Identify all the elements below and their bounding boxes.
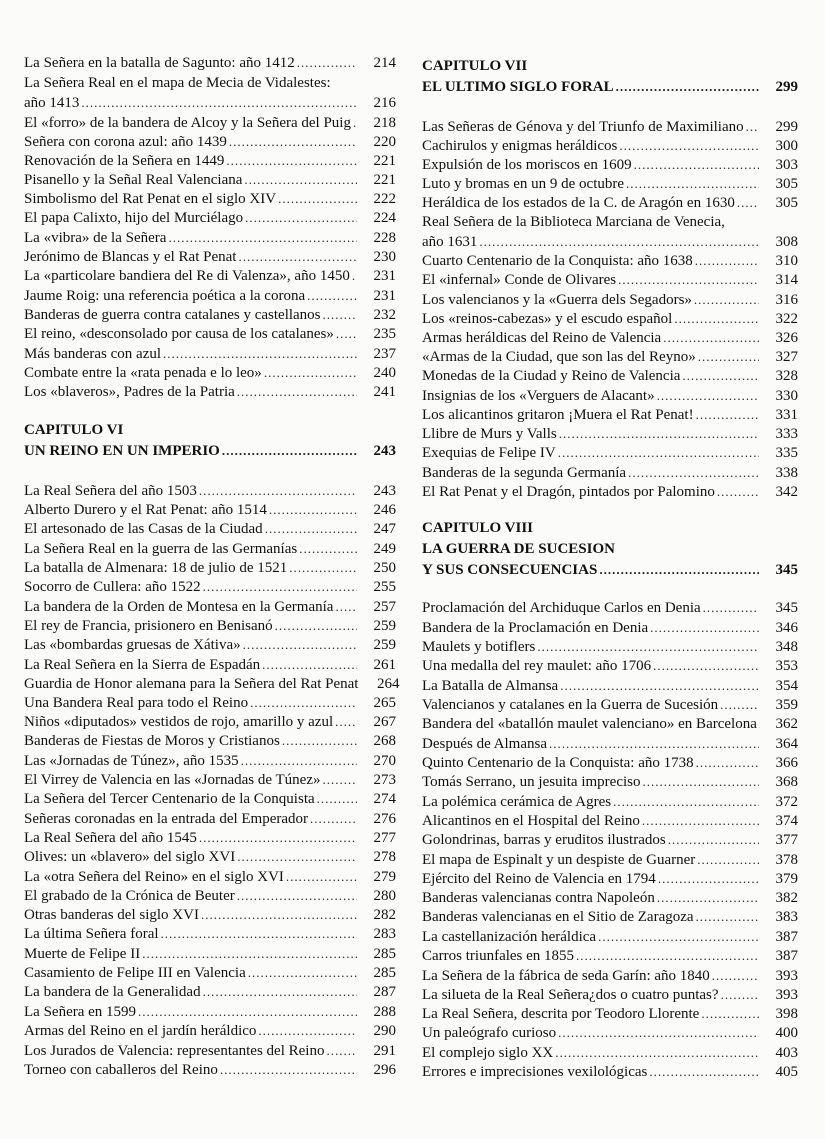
toc-entry: El «forro» de la bandera de Alcoy y la Señera del Puig ..... 218 bbox=[24, 113, 396, 133]
toc-entry: La «particolare bandiera del Re di Valenza», año 1450 ..... 231 bbox=[24, 266, 396, 286]
toc-entry: El Rat Penat y el Dragón, pintados por Palomino ..... 342 bbox=[422, 482, 798, 502]
chapter-title: LA GUERRA DE SUCESION bbox=[422, 541, 615, 557]
toc-entry: La «otra Señera del Reino» en el siglo XVI ..... 279 bbox=[24, 867, 396, 887]
toc-entry: La Señera del Tercer Centenario de la Conquista ..... 274 bbox=[24, 789, 396, 809]
toc-entry: Alicantinos en el Hospital del Reino ..... 374 bbox=[422, 811, 798, 831]
toc-entry: La Señera Real en el mapa de Mecia de Vidalestes: bbox=[24, 75, 331, 91]
toc-entry: Niños «diputados» vestidos de rojo, amarillo y azul ..... 267 bbox=[24, 712, 396, 732]
toc-entry: Casamiento de Felipe III en Valencia ..... 285 bbox=[24, 963, 396, 983]
toc-entry: La batalla de Almenara: 18 de julio de 1521 ..... 250 bbox=[24, 558, 396, 578]
toc-entry: El papa Calixto, hijo del Murciélago ..... 224 bbox=[24, 208, 396, 228]
toc-entry: Las «Jornadas de Túnez», año 1535 ..... 270 bbox=[24, 751, 396, 771]
toc-entry: Banderas de guerra contra catalanes y castellanos ..... 232 bbox=[24, 305, 396, 325]
toc-entry: año 1631 ..... 308 bbox=[422, 232, 798, 252]
toc-entry: Más banderas con azul ..... 237 bbox=[24, 344, 396, 364]
toc-entry: Banderas de la segunda Germanía ..... 338 bbox=[422, 463, 798, 483]
toc-entry: Los «reinos-cabezas» y el escudo español ..... 322 bbox=[422, 309, 798, 329]
toc-entry: Errores e imprecisiones vexilológicas ..... 405 bbox=[422, 1062, 798, 1082]
toc-entry: Armas del Reino en el jardín heráldico ..... 290 bbox=[24, 1021, 396, 1041]
toc-entry: La bandera de la Orden de Montesa en la Germanía ..... 257 bbox=[24, 597, 396, 617]
toc-entry: Exequias de Felipe IV ..... 335 bbox=[422, 443, 798, 463]
toc-entry: Insignias de los «Verguers de Alacant» ..... 330 bbox=[422, 386, 798, 406]
toc-entry: Bandera del «batallón maulet valenciano» en Barcelona ..... 362 bbox=[422, 714, 798, 734]
toc-entry: Cuarto Centenario de la Conquista: año 1638 ..... 310 bbox=[422, 251, 798, 271]
toc-entry: La Batalla de Almansa ..... 354 bbox=[422, 676, 798, 696]
toc-entry: Luto y bromas en un 9 de octubre ..... 305 bbox=[422, 174, 798, 194]
toc-entry: El reino, «desconsolado por causa de los catalanes» ..... 235 bbox=[24, 324, 396, 344]
toc-entry: Muerte de Felipe II ..... 285 bbox=[24, 944, 396, 964]
toc-entry: Llibre de Murs y Valls ..... 333 bbox=[422, 424, 798, 444]
toc-entry: Cachirulos y enigmas heráldicos ..... 300 bbox=[422, 136, 798, 156]
toc-entry: Los Jurados de Valencia: representantes del Reino ..... 291 bbox=[24, 1041, 396, 1061]
chapter-title: EL ULTIMO SIGLO FORAL ..... 299 bbox=[422, 77, 798, 97]
toc-entry: año 1413 ..... 216 bbox=[24, 93, 396, 113]
toc-entry: Banderas de Fiestas de Moros y Cristianos ..... 268 bbox=[24, 731, 396, 751]
toc-entry: La Señera en 1599 ..... 288 bbox=[24, 1002, 396, 1022]
toc-entry: Señeras coronadas en la entrada del Emperador ..... 276 bbox=[24, 809, 396, 829]
toc-entry: La castellanización heráldica ..... 387 bbox=[422, 927, 798, 947]
toc-entry: Las «bombardas gruesas de Xátiva» ..... 259 bbox=[24, 635, 396, 655]
toc-entry: La Real Señera en la Sierra de Espadán ..... 261 bbox=[24, 655, 396, 675]
chapter-number: CAPITULO VI bbox=[24, 422, 124, 438]
toc-entry: Señera con corona azul: año 1439 ..... 220 bbox=[24, 132, 396, 152]
toc-entry: El rey de Francia, prisionero en Benisanó ..... 259 bbox=[24, 616, 396, 636]
toc-entry: La Señera Real en la guerra de las Germanías ..... 249 bbox=[24, 539, 396, 559]
toc-entry: La última Señera foral ..... 283 bbox=[24, 924, 396, 944]
toc-entry: La silueta de la Real Señera¿dos o cuatro puntas? ..... 393 bbox=[422, 985, 798, 1005]
toc-entry: La «vibra» de la Señera ..... 228 bbox=[24, 228, 396, 248]
chapter-title: UN REINO EN UN IMPERIO ..... 243 bbox=[24, 441, 396, 461]
toc-entry: Armas heráldicas del Reino de Valencia ..... 326 bbox=[422, 328, 798, 348]
toc-entry: Olives: un «blavero» del siglo XVI ..... 278 bbox=[24, 847, 396, 867]
toc-entry: Maulets y botiflers ..... 348 bbox=[422, 637, 798, 657]
toc-entry: Los valencianos y la «Guerra dels Segadors» ..... 316 bbox=[422, 290, 798, 310]
toc-entry: Jerónimo de Blancas y el Rat Penat ..... 230 bbox=[24, 247, 396, 267]
toc-entry: Heráldica de los estados de la C. de Aragón en 1630 ..... 305 bbox=[422, 193, 798, 213]
toc-entry: Jaume Roig: una referencia poética a la corona ..... 231 bbox=[24, 286, 396, 306]
toc-entry: Alberto Durero y el Rat Penat: año 1514 ..... 246 bbox=[24, 500, 396, 520]
toc-entry: Bandera de la Proclamación en Denia ..... 346 bbox=[422, 618, 798, 638]
right-column bbox=[422, 0, 798, 1139]
toc-entry: Un paleógrafo curioso ..... 400 bbox=[422, 1023, 798, 1043]
toc-entry: Banderas valencianas contra Napoleón ..... 382 bbox=[422, 888, 798, 908]
toc-entry: Una Bandera Real para todo el Reino ..... 265 bbox=[24, 693, 396, 713]
toc-entry: Renovación de la Señera en 1449 ..... 221 bbox=[24, 151, 396, 171]
toc-entry: El «infernal» Conde de Olivares ..... 314 bbox=[422, 270, 798, 290]
toc-entry: La Señera de la fábrica de seda Garín: año 1840 ..... 393 bbox=[422, 966, 798, 986]
toc-entry: La Real Señera, descrita por Teodoro Llorente ..... 398 bbox=[422, 1004, 798, 1024]
toc-entry: La Real Señera del año 1503 ..... 243 bbox=[24, 481, 396, 501]
toc-entry: Las Señeras de Génova y del Triunfo de Maximiliano ..... 299 bbox=[422, 117, 798, 137]
toc-entry: La bandera de la Generalidad ..... 287 bbox=[24, 982, 396, 1002]
toc-entry: La polémica cerámica de Agres ..... 372 bbox=[422, 792, 798, 812]
toc-entry: Los alicantinos gritaron ¡Muera el Rat Penat! ..... 331 bbox=[422, 405, 798, 425]
toc-entry: Tomás Serrano, un jesuita impreciso ..... 368 bbox=[422, 772, 798, 792]
toc-entry: Pisanello y la Señal Real Valenciana ..... 221 bbox=[24, 170, 396, 190]
toc-entry: Quinto Centenario de la Conquista: año 1738 ..... 366 bbox=[422, 753, 798, 773]
toc-entry: Simbolismo del Rat Penat en el siglo XIV ..... 222 bbox=[24, 189, 396, 209]
toc-entry: El Virrey de Valencia en las «Jornadas de Túnez» ..... 273 bbox=[24, 770, 396, 790]
toc-entry: Combate entre la «rata penada e lo leo» ..... 240 bbox=[24, 363, 396, 383]
toc-entry: «Armas de la Ciudad, que son las del Reyno» ..... 327 bbox=[422, 347, 798, 367]
toc-entry: El mapa de Espinalt y un despiste de Guarner ..... 378 bbox=[422, 850, 798, 870]
toc-entry: Una medalla del rey maulet: año 1706 ..... 353 bbox=[422, 656, 798, 676]
toc-entry: Golondrinas, barras y eruditos ilustrados ..... 377 bbox=[422, 830, 798, 850]
chapter-number: CAPITULO VIII bbox=[422, 520, 533, 536]
toc-entry: Monedas de la Ciudad y Reino de Valencia ..... 328 bbox=[422, 366, 798, 386]
chapter-number: CAPITULO VII bbox=[422, 58, 528, 74]
toc-entry: Después de Almansa ..... 364 bbox=[422, 734, 798, 754]
toc-entry: El grabado de la Crónica de Beuter ..... 280 bbox=[24, 886, 396, 906]
toc-entry: Real Señera de la Biblioteca Marciana de Venecia, bbox=[422, 214, 725, 230]
toc-entry: El complejo siglo XX ..... 403 bbox=[422, 1043, 798, 1063]
toc-entry: Socorro de Cullera: año 1522 ..... 255 bbox=[24, 577, 396, 597]
toc-entry: Guardia de Honor alemana para la Señera del Rat Penat 264 bbox=[24, 676, 400, 692]
toc-entry: Proclamación del Archiduque Carlos en Denia ..... 345 bbox=[422, 598, 798, 618]
toc-entry: La Real Señera del año 1545 ..... 277 bbox=[24, 828, 396, 848]
toc-entry: Valencianos y catalanes en la Guerra de Sucesión ..... 359 bbox=[422, 695, 798, 715]
toc-entry: Torneo con caballeros del Reino ..... 296 bbox=[24, 1060, 396, 1080]
toc-entry: Los «blaveros», Padres de la Patria ..... 241 bbox=[24, 382, 396, 402]
toc-entry: Carros triunfales en 1855 ..... 387 bbox=[422, 946, 798, 966]
toc-entry: Ejército del Reino de Valencia en 1794 ..... 379 bbox=[422, 869, 798, 889]
chapter-title: Y SUS CONSECUENCIAS ..... 345 bbox=[422, 560, 798, 580]
toc-entry: Expulsión de los moriscos en 1609 ..... 303 bbox=[422, 155, 798, 175]
toc-entry: El artesonado de las Casas de la Ciudad ..... 247 bbox=[24, 519, 396, 539]
toc-entry: Banderas valencianas en el Sitio de Zaragoza ..... 383 bbox=[422, 907, 798, 927]
toc-entry: La Señera en la batalla de Sagunto: año 1412 ..... 214 bbox=[24, 53, 396, 73]
toc-entry: Otras banderas del siglo XVI ..... 282 bbox=[24, 905, 396, 925]
left-column bbox=[24, 0, 400, 1139]
